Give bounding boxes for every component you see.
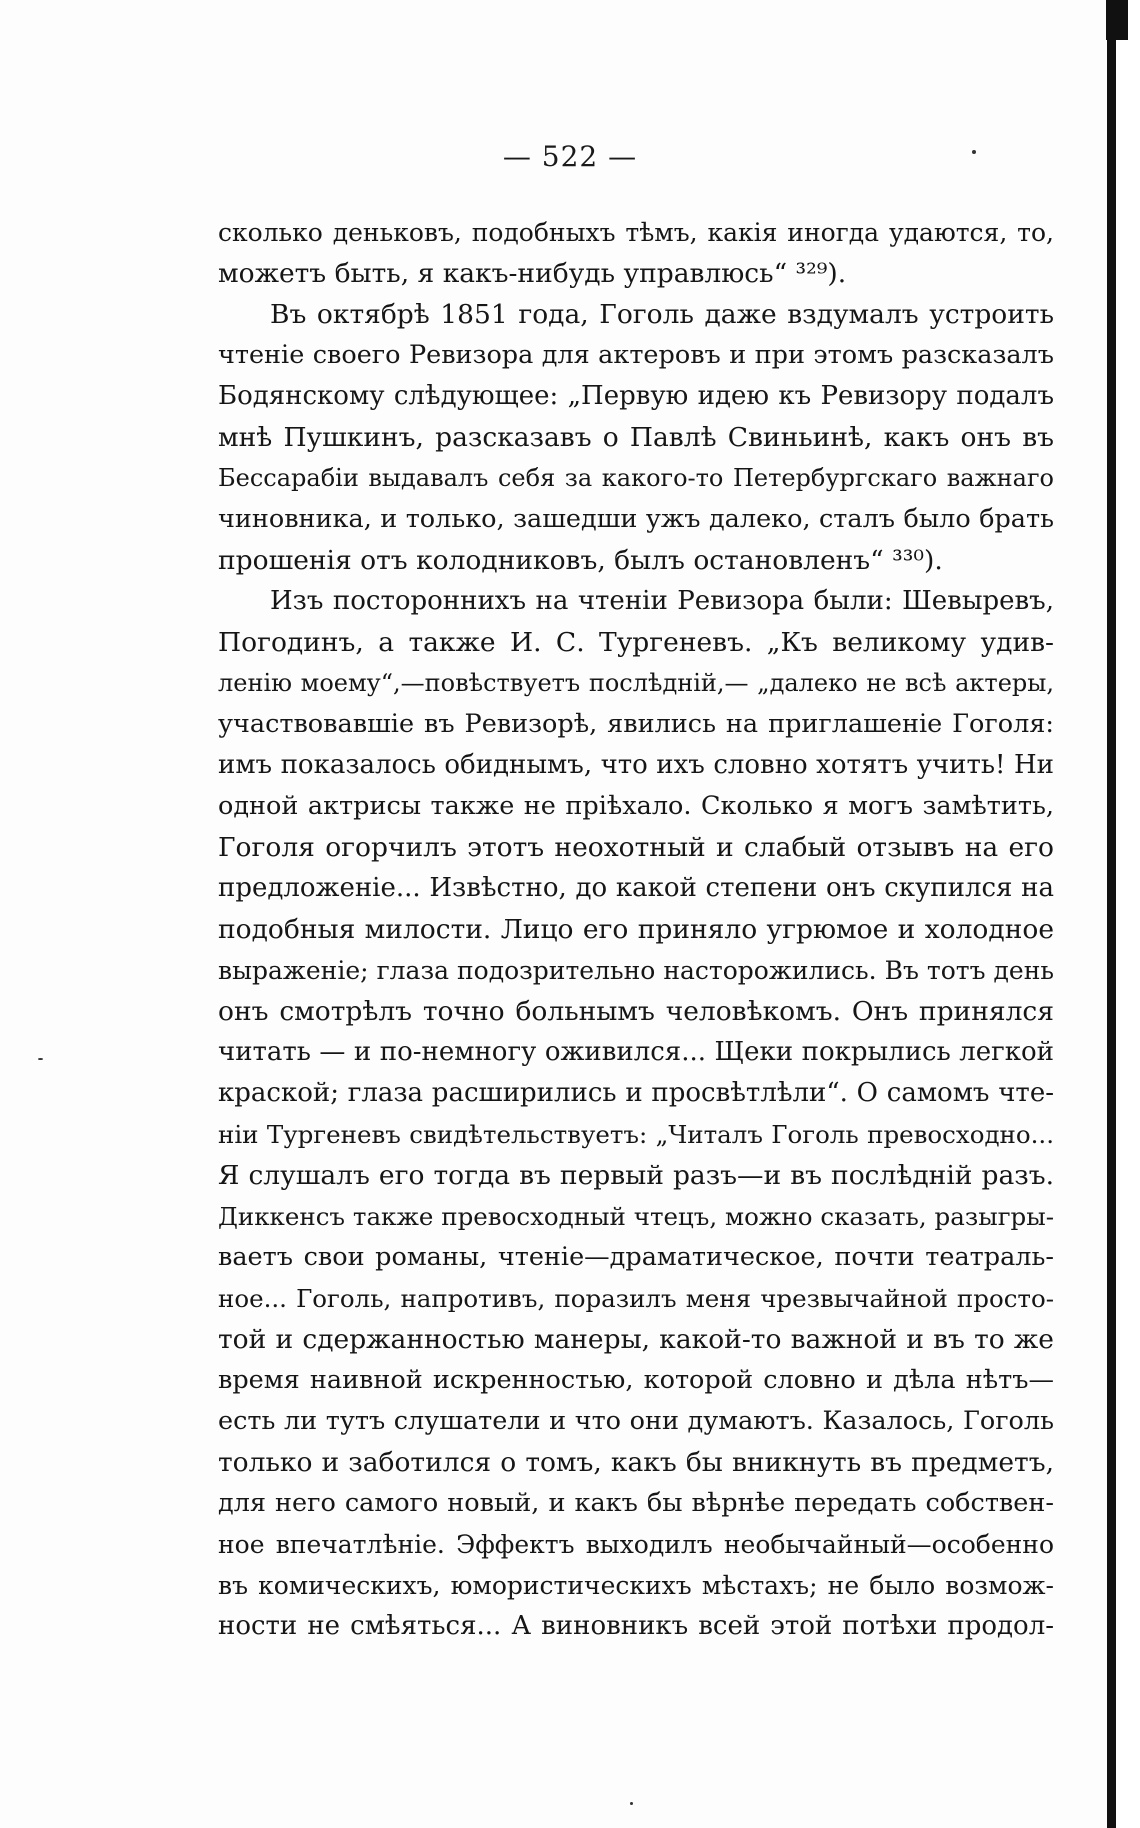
text-line: Погодинъ, а также И. С. Тургеневъ. „Къ великому удив-	[218, 627, 1054, 658]
text-line: предложеніе... Извѣстно, до какой степени онъ скупился на	[218, 873, 1054, 903]
text-line: одной актрисы также не пріѣхало. Сколько я могъ замѣтить,	[218, 791, 1054, 821]
text-line: Бодянскому слѣдующее: „Первую идею къ Ревизору подалъ	[218, 381, 1054, 411]
scan-speck	[972, 150, 976, 154]
text-line: ное... Гоголь, напротивъ, поразилъ меня чрезвычайной просто-	[218, 1284, 1054, 1313]
text-line: время наивной искренностью, которой словно и дѣла нѣтъ—	[218, 1365, 1054, 1395]
text-line: ніи Тургеневъ свидѣтельствуетъ: „Читалъ Гоголь превосходно...	[218, 1120, 1054, 1149]
text-line: сколько деньковъ, подобныхъ тѣмъ, какія иногда удаются, то,	[218, 218, 1054, 247]
text-line: Гоголя огорчилъ этотъ неохотный и слабый отзывъ на его	[218, 832, 1054, 863]
text-line: имъ показалось обиднымъ, что ихъ словно хотятъ учить! Ни	[218, 750, 1054, 780]
text-line: Диккенсъ также превосходный чтецъ, можно сказать, разыгры-	[218, 1202, 1054, 1231]
text-line: чиновника, и только, зашедши ужъ далеко, сталъ было брать	[218, 504, 1054, 534]
text-line: читать — и по-немногу оживился... Щеки покрылись легкой	[218, 1037, 1054, 1067]
page-number: — 522 —	[502, 140, 638, 173]
text-line: Изъ постороннихъ на чтеніи Ревизора были: Шевыревъ,	[270, 586, 1054, 616]
text-line: Я слушалъ его тогда въ первый разъ—и въ послѣдній разъ.	[218, 1160, 1054, 1191]
text-line: можетъ быть, я какъ-нибудь управлюсь“ ³²⁹).	[218, 258, 847, 289]
text-line: краской; глаза расширились и просвѣтлѣли“. О самомъ чте-	[218, 1078, 1054, 1108]
text-line: ленію моему“,—повѣствуетъ послѣдній,— „далеко не всѣ актеры,	[218, 669, 1054, 697]
binding-shadow	[1107, 0, 1116, 1828]
text-line: есть ли тутъ слушатели и что они думаютъ. Казалось, Гоголь	[218, 1406, 1054, 1436]
text-line: ности не смѣяться... А виновникъ всей этой потѣхи продол-	[218, 1611, 1054, 1641]
scan-speck	[38, 1058, 43, 1060]
page-margin-right	[1116, 0, 1140, 1828]
scan-speck	[630, 1802, 633, 1805]
text-line: въ комическихъ, юмористическихъ мѣстахъ; не было возмож-	[218, 1571, 1054, 1600]
text-line: онъ смотрѣлъ точно больнымъ человѣкомъ. Онъ принялся	[218, 996, 1054, 1027]
text-line: прошенія отъ колодниковъ, былъ остановленъ“ ³³⁰).	[218, 545, 943, 576]
text-line: мнѣ Пушкинъ, разсказавъ о Павлѣ Свиньинѣ, какъ онъ въ	[218, 422, 1054, 453]
text-line: для него самого новый, и какъ бы вѣрнѣе передать собствен-	[218, 1488, 1054, 1518]
text-line: участвовавшіе въ Ревизорѣ, явились на приглашеніе Гоголя:	[218, 709, 1054, 739]
binding-shadow-top	[1106, 0, 1128, 40]
text-line: подобныя милости. Лицо его приняло угрюмое и холодное	[218, 914, 1054, 945]
text-line: той и сдержанностью манеры, какой-то важной и въ то же	[218, 1324, 1054, 1355]
text-line: ное впечатлѣніе. Эффектъ выходилъ необычайный—особенно	[218, 1530, 1054, 1559]
text-line: чтеніе своего Ревизора для актеровъ и при этомъ разсказалъ	[218, 340, 1054, 370]
text-line: Въ октябрѣ 1851 года, Гоголь даже вздумалъ устроить	[270, 299, 1054, 330]
text-line: ваетъ свои романы, чтеніе—драматическое, почти театраль-	[218, 1242, 1054, 1272]
text-line: Бессарабіи выдавалъ себя за какого-то Петербургскаго важнаго	[218, 464, 1054, 492]
body-text	[218, 212, 1054, 1647]
text-line: выраженіе; глаза подозрительно насторожились. Въ тотъ день	[218, 956, 1054, 985]
text-line: только и заботился о томъ, какъ бы вникнуть въ предметъ,	[218, 1447, 1054, 1478]
